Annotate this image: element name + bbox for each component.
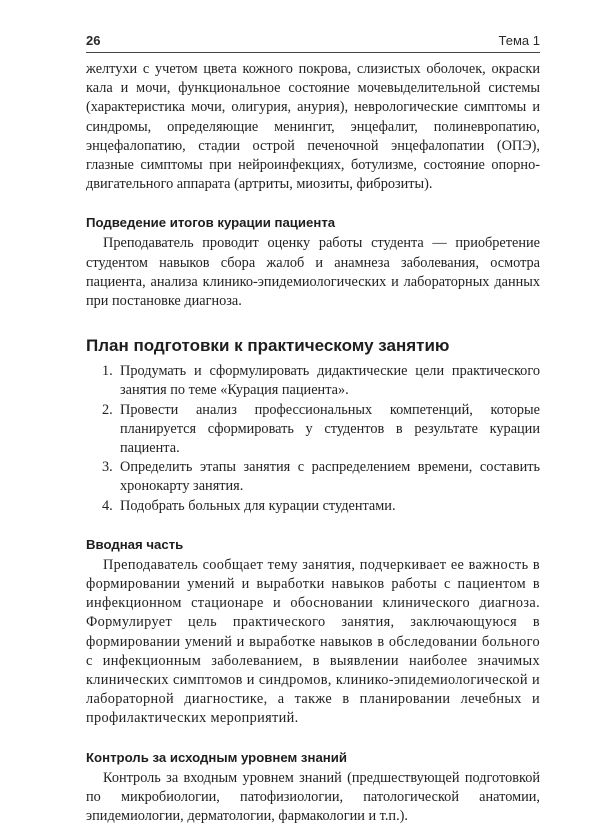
intro-part-paragraph: Преподаватель сообщает тему занятия, подчеркивает ее важность в формировании умений и выработки навыков работы с пациентом в инфекционном стационаре и обосновании клинического диагноза. Формулирует цель практического занятия, заключающуюся в формировании умений и выработке навыков в обследовании больного с инфекционным заболеванием, в выявлении наиболее значимых клинических симптомов и синдромов, клинико-эпидемиологической и лабораторной диагностике, а также в планировании лечебных и профилактических мероприятий. — [86, 556, 540, 727]
plan-item: 1. Продумать и сформулировать дидактические цели практического занятия по теме «Курация пациента». — [102, 363, 540, 399]
intro-paragraph: желтухи с учетом цвета кожного покрова, слизистых оболочек, окраски кала и мочи, функциональное состояние мочевыделительной системы (характеристика мочи, олигурия, анурия), неврологические симптомы и синдромы, определяющие менингит, энцефалит, полиневропатию, энцефалопатию, стадии острой печеночной энцефалопатии (ОПЭ), глазные симптомы при нейроинфекциях, ботулизме, состояние опорно-двигательного аппарата (артриты, миозиты, фиброзиты). — [86, 61, 540, 193]
control-paragraph: Контроль за входным уровнем знаний (предшествующей подготовкой по микробиологии, патофизиологии, патологической анатомии, эпидемиологии, дерматологии, фармакологии и т.п.). — [86, 769, 540, 825]
intro-part-heading: Вводная часть — [86, 536, 184, 552]
running-header — [86, 33, 540, 51]
running-title: Тема 1 — [498, 33, 540, 48]
plan-item: 3. Определить этапы занятия с распределением времени, составить хронокарту занятия. — [102, 459, 540, 495]
plan-list — [86, 362, 540, 516]
control-heading: Контроль за исходным уровнем знаний — [86, 749, 347, 765]
page-number: 26 — [86, 33, 101, 48]
summary-heading: Подведение итогов курации пациента — [86, 215, 336, 231]
plan-item: 4. Подобрать больных для курации студентами. — [102, 497, 396, 514]
summary-paragraph: Преподаватель проводит оценку работы студента — приобретение студентом навыков сбора жалоб и анамнеза заболевания, осмотра пациента, анализа клинико-эпидемиологических и лабораторных данных при постановке диагноза. — [86, 235, 540, 310]
page-body — [86, 60, 540, 826]
header-rule — [86, 52, 540, 53]
plan-item: 2. Провести анализ профессиональных компетенций, которые планируется сформировать у студентов в результате курации пациента. — [102, 401, 540, 457]
plan-heading: План подготовки к практическому занятию — [86, 336, 450, 356]
